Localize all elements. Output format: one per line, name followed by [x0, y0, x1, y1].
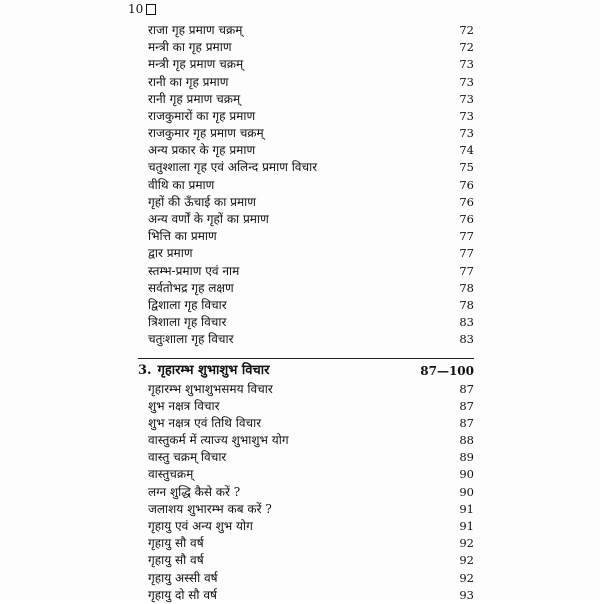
toc-entry-page: 73: [459, 74, 474, 89]
toc-entry-page: 89: [459, 450, 474, 465]
toc-entry-title: रानी गृह प्रमाण चक्रम्: [148, 91, 241, 106]
toc-entry-page: 76: [459, 177, 474, 192]
toc-entry-title: लग्न शुद्धि कैसे करें ?: [148, 484, 241, 499]
toc-entry-title: वास्तुचक्रम्: [148, 467, 194, 482]
toc-entry-title: अन्य प्रकार के गृह प्रमाण: [148, 143, 256, 158]
chapter-number: 3.: [138, 362, 152, 378]
toc-entry: [138, 263, 474, 280]
toc-entry: [138, 501, 474, 518]
toc-entry: [138, 535, 474, 552]
square-ornament-icon: [146, 4, 156, 15]
toc-section-previous-chapter: [138, 22, 474, 349]
toc-entry: [138, 22, 474, 39]
toc-entry-page: 87: [459, 415, 474, 430]
chapter-title: गृहारम्भ शुभाशुभ विचार: [157, 362, 270, 378]
toc-entry-title: अन्य वर्णों के गृहों का प्रमाण: [148, 212, 269, 227]
toc-entry: [138, 142, 474, 159]
toc-entry: [138, 160, 474, 177]
toc-entry: [138, 314, 474, 331]
toc-entry-page: 77: [459, 246, 474, 261]
toc-entry: [138, 211, 474, 228]
toc-entry-title: मन्त्री गृह प्रमाण चक्रम्: [148, 57, 244, 72]
toc-entry: [138, 467, 474, 484]
toc-entry: [138, 570, 474, 587]
toc-entry-title: गृहायु एवं अन्य शुभ योग: [148, 519, 253, 534]
toc-entry-page: 72: [459, 40, 474, 55]
toc-entry: [138, 587, 474, 604]
toc-entry-page: 72: [459, 22, 474, 37]
toc-entry-title: स्तम्भ-प्रमाण एवं नाम: [148, 263, 240, 278]
toc-entry: [138, 398, 474, 415]
toc-entry-page: 78: [459, 280, 474, 295]
toc-entry: [138, 415, 474, 432]
toc-entry-title: सर्वतोभद्र गृह लक्षण: [148, 280, 234, 295]
toc-entry-page: 73: [459, 126, 474, 141]
toc-entry-title: वास्तु चक्रम् विचार: [148, 450, 227, 465]
toc-section-chapter-3: [138, 381, 474, 604]
toc-entry-title: गृहारम्भ शुभाशुभसमय विचार: [148, 381, 273, 396]
toc-entry: [138, 297, 474, 314]
toc-entry-title: त्रिशाला गृह विचार: [148, 315, 227, 330]
toc-entry: [138, 432, 474, 449]
toc-entry-title: शुभ नक्षत्र एवं तिथि विचार: [148, 415, 262, 430]
toc-entry-page: 73: [459, 91, 474, 106]
toc-entry: [138, 74, 474, 91]
toc-entry-page: 91: [459, 501, 474, 516]
toc-entry-page: 76: [459, 194, 474, 209]
toc-entry-page: 83: [459, 332, 474, 347]
toc-entry-page: 77: [459, 263, 474, 278]
toc-entry-page: 73: [459, 108, 474, 123]
toc-entry: [138, 381, 474, 398]
toc-entry: [138, 108, 474, 125]
toc-entry-page: 90: [459, 484, 474, 499]
toc-entry-title: गृहों की ऊँचाई का प्रमाण: [148, 194, 256, 209]
toc-entry: [138, 449, 474, 466]
toc-entry: [138, 56, 474, 73]
chapter-page-range: 87—100: [420, 363, 474, 378]
toc-entry: [138, 280, 474, 297]
page-number: 10: [128, 2, 144, 16]
toc-entry-title: वीथि का प्रमाण: [148, 177, 215, 192]
toc-entry: [138, 125, 474, 142]
toc-entry-title: राजकुमार गृह प्रमाण चक्रम्: [148, 126, 264, 141]
toc-entry-page: 87: [459, 381, 474, 396]
toc-entry: [138, 518, 474, 535]
toc-entry-page: 93: [459, 587, 474, 602]
toc-entry-title: गृहायु दो सौ वर्ष: [148, 587, 217, 602]
toc-entry-page: 76: [459, 212, 474, 227]
toc-entry-page: 92: [459, 536, 474, 551]
toc-entry: [138, 177, 474, 194]
toc-entry-title: वास्तुकर्म में त्याज्य शुभाशुभ योग: [148, 433, 289, 448]
toc-entry-title: जलाशय शुभारम्भ कब करें ?: [148, 501, 272, 516]
toc-entry-page: 78: [459, 297, 474, 312]
toc-entry-title: चतुःशाला गृह विचार: [148, 332, 234, 347]
toc-entry-page: 92: [459, 553, 474, 568]
toc-entry-page: 75: [459, 160, 474, 175]
chapter-title-group: [138, 361, 269, 381]
page-header: [128, 2, 156, 16]
toc-chapter-heading: [138, 358, 474, 381]
toc-entry-page: 90: [459, 467, 474, 482]
table-of-contents: [138, 22, 474, 604]
toc-entry-title: गृहायु सौ वर्ष: [148, 536, 204, 551]
toc-entry: [138, 39, 474, 56]
toc-entry-title: शुभ नक्षत्र विचार: [148, 398, 220, 413]
toc-entry-title: राजकुमारों का गृह प्रमाण: [148, 108, 256, 123]
toc-entry-title: रानी का गृह प्रमाण: [148, 74, 229, 89]
toc-entry-title: चतुश्शाला गृह एवं अलिन्द प्रमाण विचार: [148, 160, 318, 175]
toc-entry: [138, 331, 474, 348]
toc-entry: [138, 552, 474, 569]
toc-entry-title: द्विशाला गृह विचार: [148, 297, 227, 312]
toc-entry-title: मन्त्री का गृह प्रमाण: [148, 40, 232, 55]
toc-entry: [138, 194, 474, 211]
toc-entry-title: भित्ति का प्रमाण: [148, 229, 217, 244]
toc-entry: [138, 91, 474, 108]
toc-entry-page: 74: [459, 143, 474, 158]
toc-entry-page: 87: [459, 398, 474, 413]
toc-entry: [138, 484, 474, 501]
toc-entry-page: 88: [459, 433, 474, 448]
toc-entry-title: गृहायु सौ वर्ष: [148, 553, 204, 568]
toc-entry: [138, 245, 474, 262]
toc-entry-page: 73: [459, 57, 474, 72]
toc-entry: [138, 228, 474, 245]
toc-entry-page: 91: [459, 519, 474, 534]
toc-entry-title: राजा गृह प्रमाण चक्रम्: [148, 22, 243, 37]
toc-entry-title: द्वार प्रमाण: [148, 246, 193, 261]
toc-entry-page: 92: [459, 570, 474, 585]
toc-entry-page: 83: [459, 315, 474, 330]
toc-entry-title: गृहायु अस्सी वर्ष: [148, 570, 218, 585]
toc-entry-page: 77: [459, 229, 474, 244]
